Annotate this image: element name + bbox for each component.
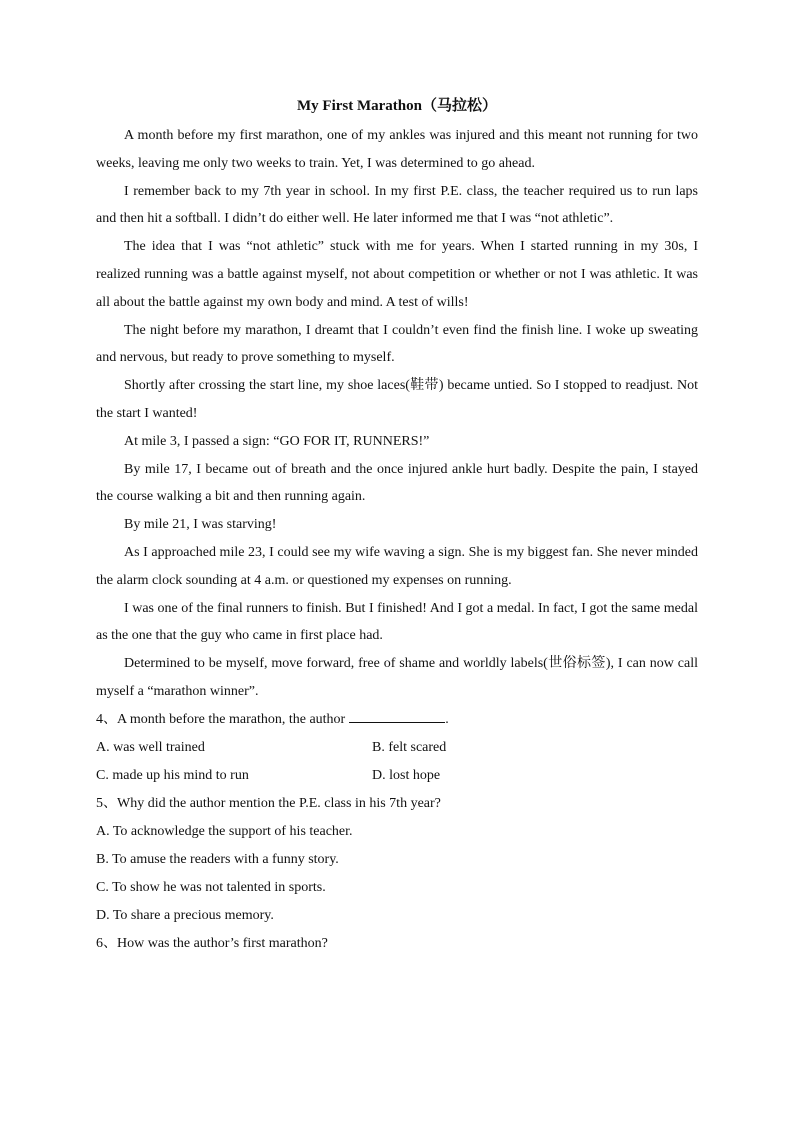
paragraph-11: Determined to be myself, move forward, free of shame and worldly labels(世俗标签), I can now call myself a “marathon winner”. <box>96 656 698 699</box>
question-4-option-a: A. was well trained <box>96 739 205 755</box>
question-5-option-c: C. To show he was not talented in sports. <box>96 879 326 895</box>
question-5-option-d: D. To share a precious memory. <box>96 907 274 923</box>
paragraph-4: The night before my marathon, I dreamt that I couldn’t even find the finish line. I woke up sweating and nervous, but ready to prove something to myself. <box>96 322 698 366</box>
question-4-suffix: . <box>445 711 449 727</box>
paragraph-6: At mile 3, I passed a sign: “GO FOR IT, RUNNERS!” <box>124 433 430 449</box>
question-4-option-d: D. lost hope <box>372 767 441 783</box>
question-4-option-c: C. made up his mind to run <box>96 767 249 783</box>
question-4 <box>96 706 698 790</box>
paragraph-10: I was one of the final runners to finish. But I finished! And I got a medal. In fact, I got the same medal as the one that the guy who came in first place had. <box>96 600 698 644</box>
paragraph-3: The idea that I was “not athletic” stuck with me for years. When I started running in my 30s, I realized running was a battle against myself, not about competition or whether or not I was athletic. It was all about the battle against my own body and mind. A test of wills! <box>96 239 698 310</box>
question-4-text: 4、A month before the marathon, the author <box>96 711 346 727</box>
question-5-option-a: A. To acknowledge the support of his teacher. <box>96 823 353 839</box>
question-5-option-b: B. To amuse the readers with a funny story. <box>96 851 339 867</box>
page-title: My First Marathon（马拉松） <box>297 98 497 114</box>
paragraph-7: By mile 17, I became out of breath and the once injured ankle hurt badly. Despite the pain, I stayed the course walking a bit and then running again. <box>96 461 698 505</box>
question-5-text: 5、Why did the author mention the P.E. class in his 7th year? <box>96 795 441 811</box>
question-6-text: 6、How was the author’s first marathon? <box>96 935 328 951</box>
paragraph-9: As I approached mile 23, I could see my wife waving a sign. She is my biggest fan. She never minded the alarm clock sounding at 4 a.m. or questioned my expenses on running. <box>96 544 698 588</box>
document-page <box>96 94 698 958</box>
paragraph-5: Shortly after crossing the start line, my shoe laces(鞋带) became untied. So I stopped to readjust. Not the start I wanted! <box>96 378 698 421</box>
passage <box>96 122 698 706</box>
question-4-option-b: B. felt scared <box>372 739 447 755</box>
answer-blank <box>349 708 445 723</box>
question-6 <box>96 930 698 958</box>
question-5 <box>96 790 698 930</box>
question-4-options <box>96 734 698 790</box>
paragraph-8: By mile 21, I was starving! <box>124 517 277 533</box>
paragraph-2: I remember back to my 7th year in school. In my first P.E. class, the teacher required us to run laps and then hit a softball. I didn’t do either well. He later informed me that I was “not athletic”. <box>96 183 698 227</box>
paragraph-1: A month before my first marathon, one of my ankles was injured and this meant not running for two weeks, leaving me only two weeks to train. Yet, I was determined to go ahead. <box>96 128 698 171</box>
